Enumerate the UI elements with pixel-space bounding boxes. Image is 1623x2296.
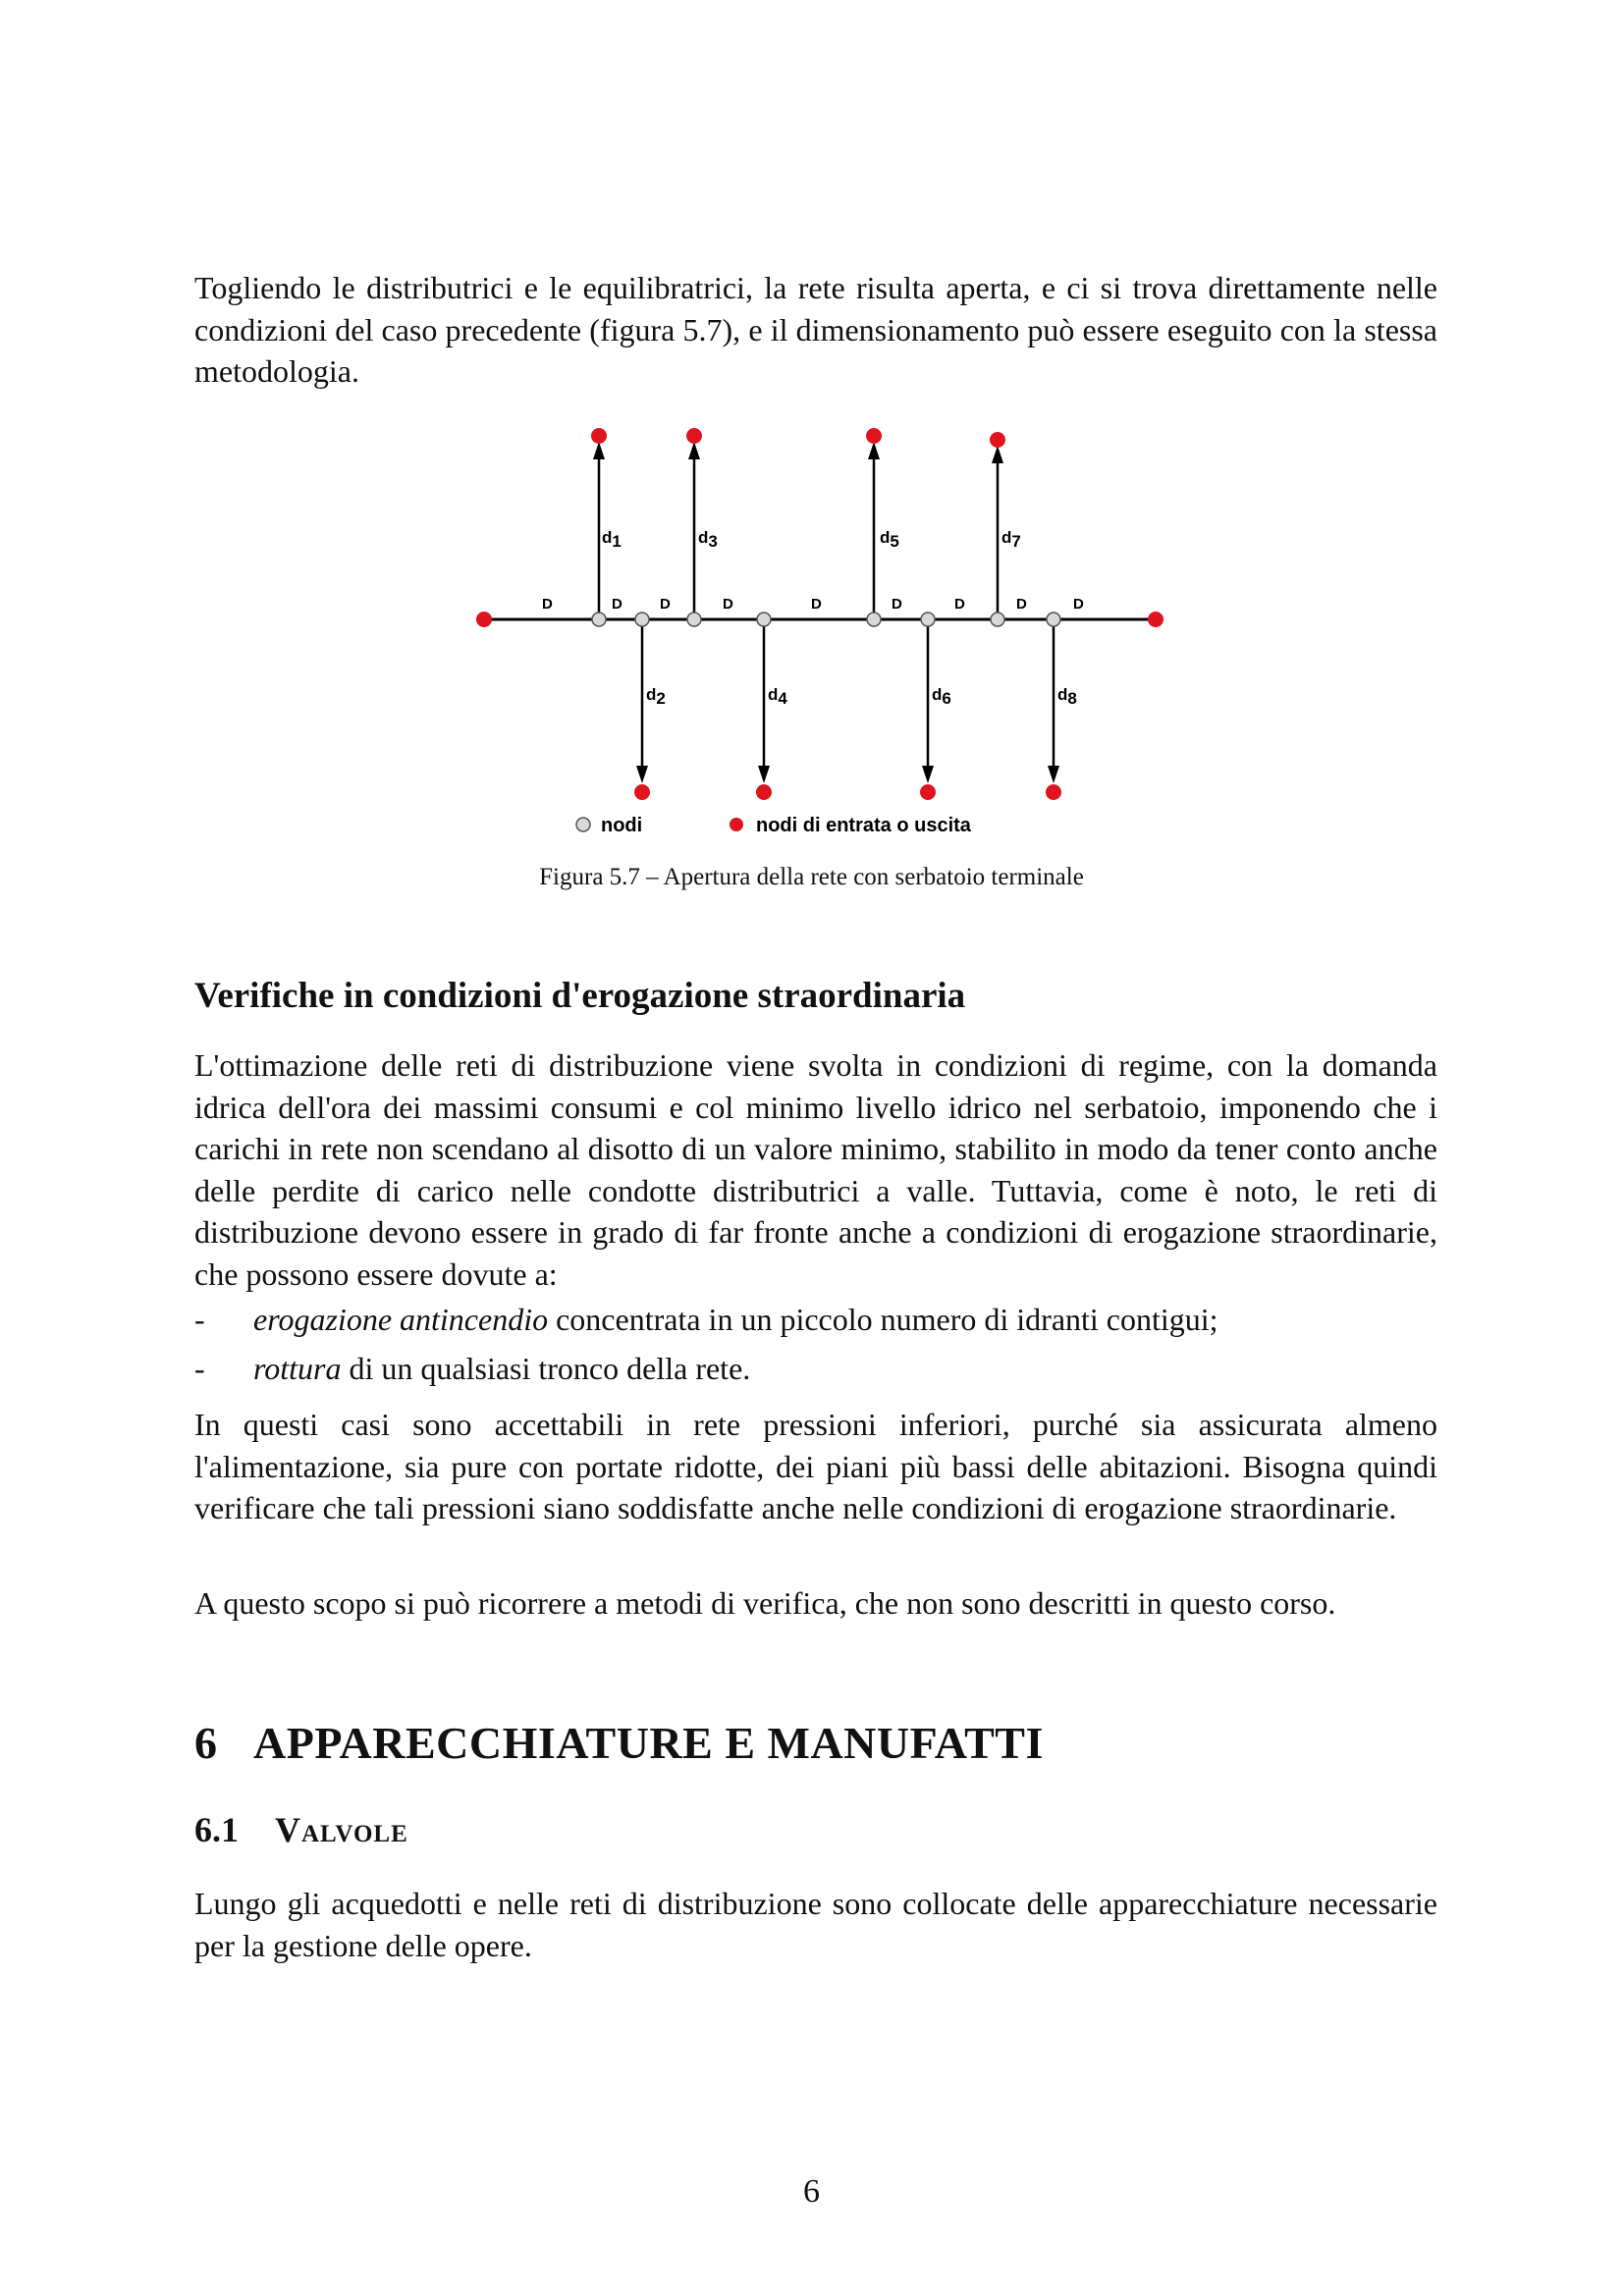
main-pipe-label: D xyxy=(892,596,902,613)
list-item-text xyxy=(253,1348,750,1389)
io-node xyxy=(591,428,607,444)
junction-node xyxy=(1047,613,1060,626)
branch-label-d1: d1 xyxy=(602,528,622,551)
list-item-rest: concentrata in un piccolo numero di idranti contigui; xyxy=(548,1302,1218,1337)
list-item-rest: di un qualsiasi tronco della rete. xyxy=(341,1351,751,1386)
chapter-number: 6 xyxy=(194,1718,218,1768)
intro-paragraph: Togliendo le distributrici e le equilibratrici, la rete risulta aperta, e ci si trova direttamente nelle condizioni del caso precedente (figura 5.7), e il dimensionamento può essere eseguito con la stessa metodologia. xyxy=(194,270,1437,389)
network-figure xyxy=(461,412,1168,844)
after-list-paragraph: In questi casi sono accettabili in rete pressioni inferiori, purché sia assicurata almeno l'alimentazione, sia pure con portate ridotte, dei piani più bassi delle abitazioni. Bisogna quindi verificare che tali pressioni siano soddisfatte anche nelle condizioni di erogazione straordinarie. xyxy=(194,1407,1437,1525)
main-pipe-label: D xyxy=(723,596,733,613)
junction-node xyxy=(757,613,771,626)
io-node xyxy=(686,428,702,444)
io-node xyxy=(1046,784,1061,800)
junction-node xyxy=(991,613,1004,626)
io-node xyxy=(634,784,650,800)
main-pipe-label: D xyxy=(612,596,622,613)
chapter-title: APPARECCHIATURE E MANUFATTI xyxy=(253,1718,1044,1768)
junction-node xyxy=(921,613,935,626)
branch-label-d3: d3 xyxy=(698,528,718,551)
verifiche-paragraph-block xyxy=(194,1044,1437,1295)
list-item-emphasis: rottura xyxy=(253,1351,342,1386)
subsection-title: Valvole xyxy=(275,1810,408,1849)
legend-nodes-label: nodi xyxy=(601,815,643,836)
intro-paragraph-block xyxy=(194,267,1437,393)
branch-up-d5 xyxy=(868,442,880,619)
network-diagram xyxy=(461,412,1168,844)
io-node xyxy=(1148,612,1163,627)
junction-node xyxy=(635,613,649,626)
final-sentence: A questo scopo si può ricorrere a metodi di verifica, che non sono descritti in questo corso. xyxy=(194,1585,1336,1621)
io-node xyxy=(990,432,1005,448)
main-pipe-label: D xyxy=(954,596,965,613)
final-sentence-block xyxy=(194,1582,1437,1625)
figure-caption: Figura 5.7 – Apertura della rete con serbatoio terminale xyxy=(539,864,1084,890)
list-item xyxy=(194,1299,1437,1348)
main-pipe-label: D xyxy=(1073,596,1084,613)
junction-node xyxy=(867,613,881,626)
io-node xyxy=(756,784,772,800)
list-item-text xyxy=(253,1299,1218,1340)
subsection-number: 6.1 xyxy=(194,1810,239,1849)
io-node xyxy=(866,428,882,444)
verifiche-paragraph: L'ottimazione delle reti di distribuzione viene svolta in condizioni di regime, con la domanda idrica dell'ora dei massimi consumi e col minimo livello idrico nel serbatoio, imponendo che i carichi in rete non scendano al disotto di un valore minimo, stabilito in modo da tener conto anche delle perdite di carico nelle condotte distributrici a valle. Tuttavia, come è noto, le reti di distribuzione devono essere in grado di far fronte anche a condizioni di erogazione straordinarie, che possono essere dovute a: xyxy=(194,1047,1437,1292)
list-dash: - xyxy=(194,1351,205,1386)
branch-label-d7: d7 xyxy=(1001,528,1021,551)
valvole-paragraph: Lungo gli acquedotti e nelle reti di distribuzione sono collocate delle apparecchiature necessarie per la gestione delle opere. xyxy=(194,1886,1437,1963)
main-pipe-label: D xyxy=(811,596,822,613)
main-pipe-label: D xyxy=(660,596,671,613)
junction-node xyxy=(592,613,606,626)
branch-label-d4: d4 xyxy=(768,685,787,708)
list-item xyxy=(194,1348,1437,1397)
list-item-emphasis: erogazione antincendio xyxy=(253,1302,549,1337)
after-list-paragraph-block xyxy=(194,1404,1437,1529)
valvole-paragraph-block xyxy=(194,1883,1437,1966)
branch-label-d6: d6 xyxy=(932,685,951,708)
legend-io-label: nodi di entrata o uscita xyxy=(756,815,971,836)
page-number: 6 xyxy=(803,2173,820,2210)
main-pipe-label: D xyxy=(1016,596,1027,613)
junction-node xyxy=(687,613,701,626)
chapter-heading xyxy=(194,1716,1044,1771)
branch-label-d8: d8 xyxy=(1057,685,1077,708)
branch-label-d5: d5 xyxy=(880,528,899,551)
section-heading: Verifiche in condizioni d'erogazione straordinaria xyxy=(194,976,966,1016)
legend-io-symbol xyxy=(730,818,743,831)
legend-node-symbol xyxy=(576,818,590,831)
list-dash: - xyxy=(194,1302,205,1337)
subsection-heading xyxy=(194,1808,408,1851)
io-node xyxy=(920,784,936,800)
cases-list xyxy=(194,1299,1437,1397)
io-node xyxy=(476,612,492,627)
main-pipe-label: D xyxy=(542,596,553,613)
branch-label-d2: d2 xyxy=(646,685,666,708)
